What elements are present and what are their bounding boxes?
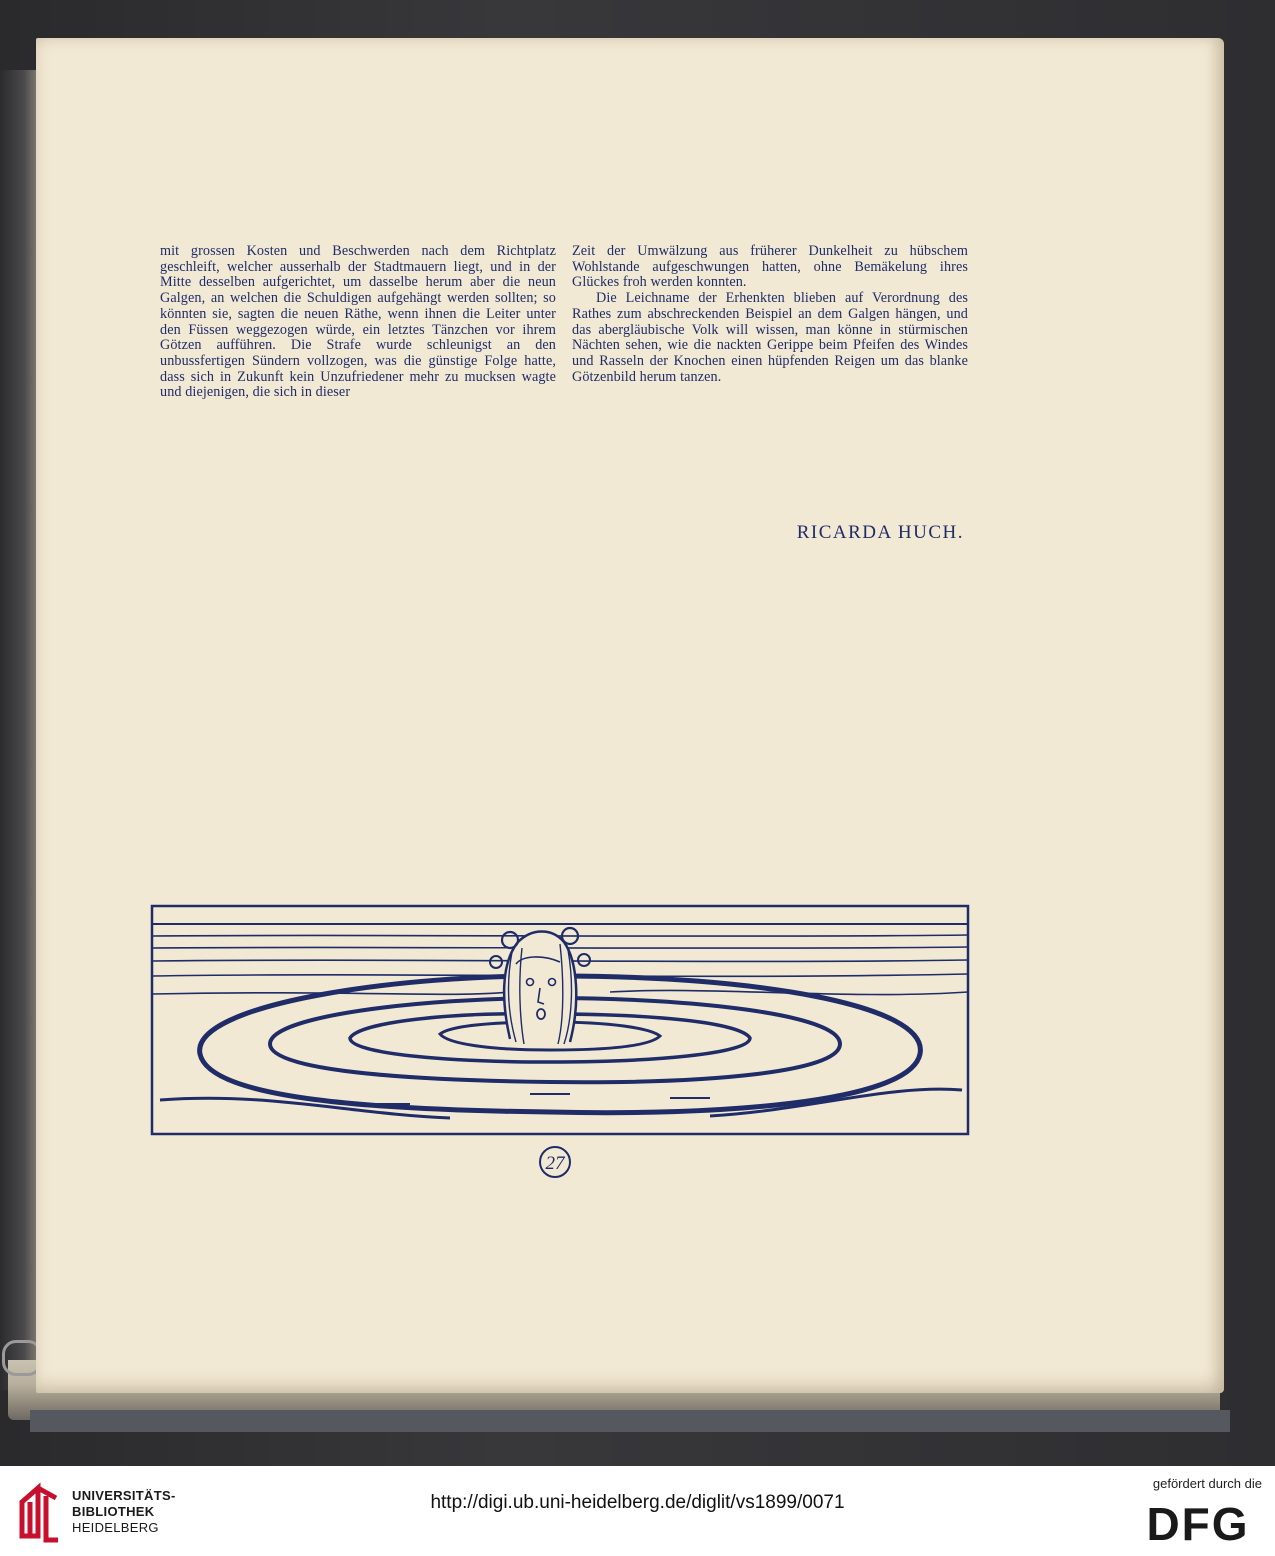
text-column-left (160, 244, 556, 401)
water-head-illustration (150, 904, 970, 1136)
page-number: 27 (545, 1153, 565, 1174)
paragraph: Zeit der Umwälzung aus früherer Dunkelheit zu hübschem Wohlstande aufgeschwungen hatten, ohne Bemäkelung ihres Glückes froh werden konnten. (572, 243, 968, 291)
library-name-line2: BIBLIOTHEK (72, 1504, 155, 1519)
paragraph: mit grossen Kosten und Beschwerden nach dem Richtplatz geschleift, welcher ausserhalb der Stadtmauern liegt, und in der Mitte desselben aufgerichtet, um dasselbe herum aber die neun Galgen, an welchen die Schuldigen aufgehängt werden sollten; so könnten sie, sagten die neuen Räthe, wenn ihnen die Leiter unter den Füssen weggezogen würde, ein letztes Tänzchen vor ihrem Götzen aufführen. Die Strafe wurde schleunigst an den unbussfertigen Sündern vollzogen, was die günstige Folge hatte, dass sich in Zukunft kein Unzufriedener mehr zu mucksen wagte und diejenigen, die sich in dieser (160, 243, 556, 401)
library-name-line3: HEIDELBERG (72, 1520, 159, 1535)
text-column-right (572, 244, 968, 385)
book-cover-edge (30, 1410, 1230, 1432)
dfg-logo-text: DFG (1146, 1498, 1250, 1546)
author-signature: RICARDA HUCH. (796, 522, 964, 543)
book-page (36, 38, 1224, 1393)
page-number-circle (537, 1144, 573, 1180)
dfg-logo-icon (1136, 1498, 1260, 1546)
footer-bar (0, 1466, 1275, 1556)
book-spine-edge (0, 70, 40, 1390)
paragraph: Die Leichname der Erhenkten blieben auf Verordnung des Rathes zum abschreckenden Beispiel an dem Galgen hängen, und das abergläubische Volk will wissen, man könne in stürmischen Nächten sehen, wie die nackten Gerippe beim Pfeifen des Windes und Rasseln der Knochen einen hüpfenden Reigen um das blanke Götzenbild herum tanzen. (572, 290, 968, 385)
funding-caption: gefördert durch die (1152, 1476, 1262, 1491)
library-name-line1: UNIVERSITÄTS- (72, 1488, 176, 1503)
permalink-url[interactable]: http://digi.ub.uni-heidelberg.de/diglit/vs1899/0071 (430, 1492, 845, 1513)
